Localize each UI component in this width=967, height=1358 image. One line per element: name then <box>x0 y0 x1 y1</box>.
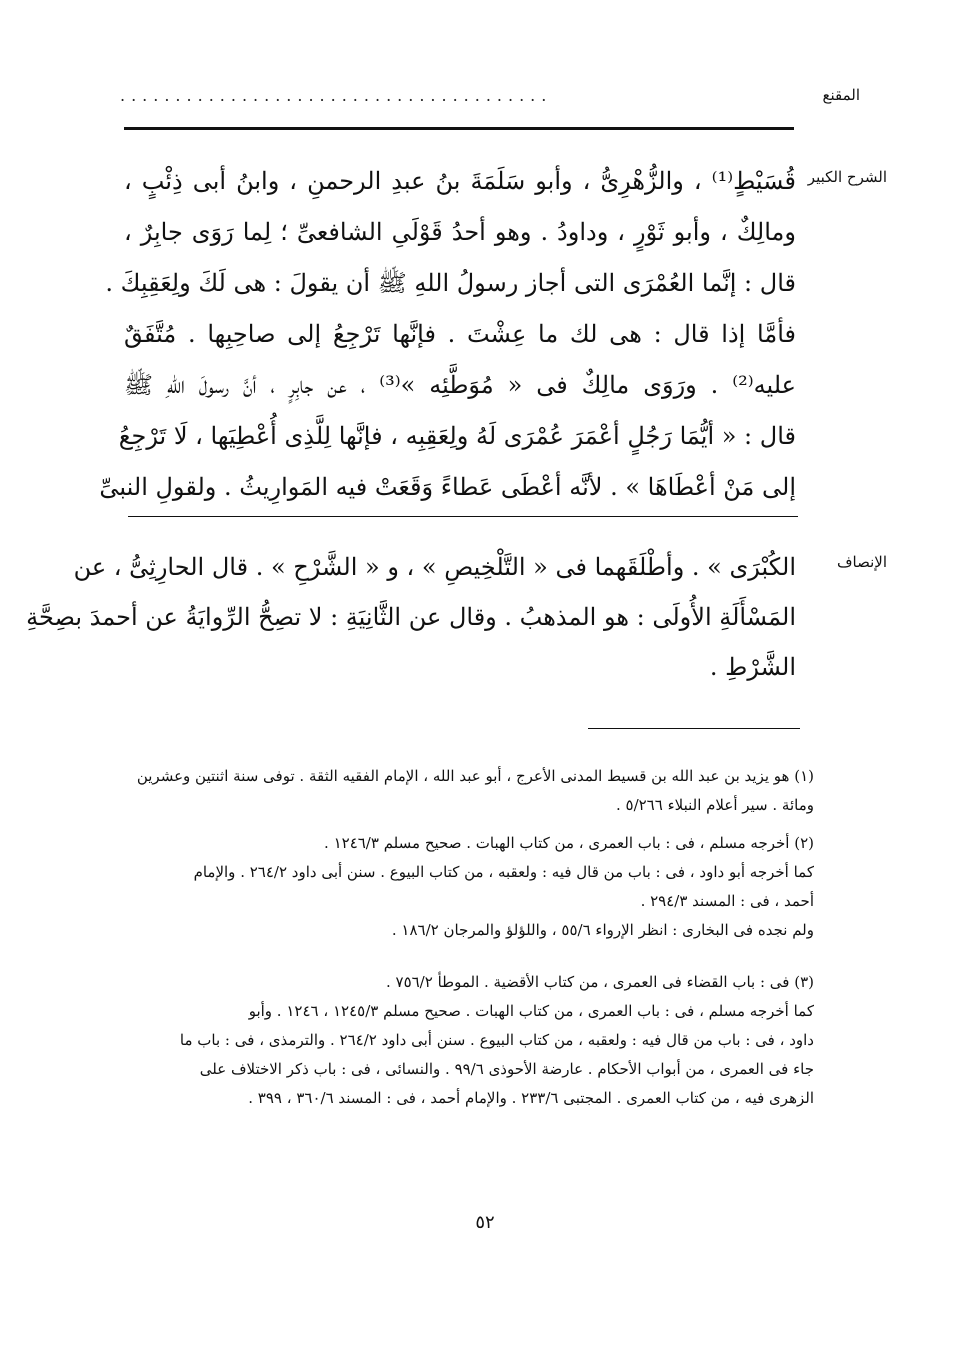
footnote-line: أحمد ، فى : المسند ٢٩٤/٣ . <box>640 892 814 910</box>
header-rule <box>124 127 794 130</box>
footnote-line: ولم نجده فى البخارى : انظر الإرواء ٥٥/٦ ، واللؤلؤ والمرجان ١٨٦/٢ . <box>391 921 814 939</box>
text-line: الكُبْرَى » . وأطْلَقَهما فى « التَّلْخِيصِ » ، و « الشَّرْحِ » . قال الحارِثِىُّ ، عن <box>73 553 796 581</box>
footnote-separator <box>588 728 800 729</box>
text-line: المَسْأَلَةِ الأُولَى : هو المذهبُ . وقال عن الثَّانِيَةِ : لا تصِحُّ الرِّوايَةُ عن أحمدَ بصِحَّةِ <box>26 603 796 631</box>
footnote-3 <box>124 968 814 1113</box>
footnote-2 <box>124 829 814 945</box>
margin-label-sharh: الشرح الكبير <box>807 168 887 186</box>
footnote-line: جاء فى العمرى ، من أبواب الأحكام . عارضة الأحوذى ٩٩/٦ . والنسائى ، فى : باب ذكر الاختلاف على <box>199 1060 814 1078</box>
text-line: فأمَّا إذا قال : هى لك ما عِشْتَ . فإنَّها تَرْجِعُ إلى صاحِبِها . مُتَّفَقٌ <box>124 320 796 348</box>
text-line: عليه⁽²⁾ . ورَوَى مالِكٌ فى « مُوَطَّئِه »⁽³⁾ ، عن جابِرٍ ، أنَّ رسولَ اللهِ ﷺ <box>124 371 796 399</box>
footnote-line: داود ، فى : باب من قال فيه : ولعقبه ، من كتاب البيوع . سنن أبى داود ٢٦٤/٢ . والترمذى ، فى : باب ما <box>179 1031 814 1049</box>
footnote-line: ومائة . سير أعلام النبلاء ٥/٢٦٦ . <box>615 796 814 814</box>
text-line: الشَّرْطِ . <box>709 653 796 681</box>
footnote-line: (٣) فى : باب القضاء فى العمرى ، من كتاب الأقضية . الموطأ ٧٥٦/٢ . <box>385 973 814 991</box>
header-dotted-leader: ....................................... <box>120 86 553 105</box>
text-line: ومالِكٌ ، وأبو ثَوْرٍ ، وداودُ . وهو أحدُ قَوْلَىِ الشافعىِّ ؛ لِما رَوَى جابِرٌ ، <box>124 218 796 246</box>
insaf-text-block <box>26 542 796 692</box>
text-line: قال : إنَّما العُمْرَى التى أجاز رسولُ اللهِ ﷺ أن يقولَ : هى لَكَ ولِعَقِبِكَ . <box>105 269 796 297</box>
text-line: قُسَيْطٍ⁽¹⁾ ، والزُّهْرِىُّ ، وأبو سَلَمَةَ بنُ عبدِ الرحمنِ ، وابنُ أبى ذِئْبٍ ، <box>124 167 796 195</box>
text-line: إلى مَنْ أعْطَاهَا » . لأنَّه أعْطَى عَطاءً وَقَعَتْ فيه المَوارِيثُ . ولقولِ النبىِّ <box>99 473 796 501</box>
sharh-text-block <box>99 156 796 513</box>
footnote-line: كما أخرجه مسلم ، فى : باب العمرى ، من كتاب الهبات . صحيح مسلم ١٢٤٥/٣ ، ١٢٤٦ . وأبو <box>248 1002 814 1020</box>
running-header-title: المقنع <box>822 86 860 104</box>
footnote-line: (٢) أخرجه مسلم ، فى : باب العمرى ، من كتاب الهبات . صحيح مسلم ١٢٤٦/٣ . <box>324 834 814 852</box>
page-number: ٥٢ <box>475 1212 495 1233</box>
footnote-line: الزهرى فيه ، من كتاب العمرى . المجتبى ٢٣٣/٦ . والإمام أحمد ، فى : المسند ٣٦٠/٦ ، ٣٩٩ . <box>248 1089 814 1107</box>
footnote-1 <box>124 762 814 820</box>
section-divider <box>128 516 798 517</box>
footnote-line: كما أخرجه أبو داود ، فى : باب من قال فيه : ولعقبه ، من كتاب البيوع . سنن أبى داود ٢٦٤/٢ . والإمام <box>193 863 814 881</box>
text-line: قال : « أيُّمَا رَجُلٍ أعْمَرَ عُمْرَى لَهُ ولِعَقِبِه ، فإنَّها لِلَّذِى أُعْطِيَها ، لَا تَرْجِعُ <box>118 422 796 450</box>
margin-label-insaf: الإنصاف <box>836 553 887 571</box>
footnote-line: (١) هو يزيد بن عبد الله بن قسيط المدنى الأعرج ، أبو عبد الله ، الإمام الفقيه الثقة . توفى سنة اثنتين وعشرين <box>136 767 814 785</box>
